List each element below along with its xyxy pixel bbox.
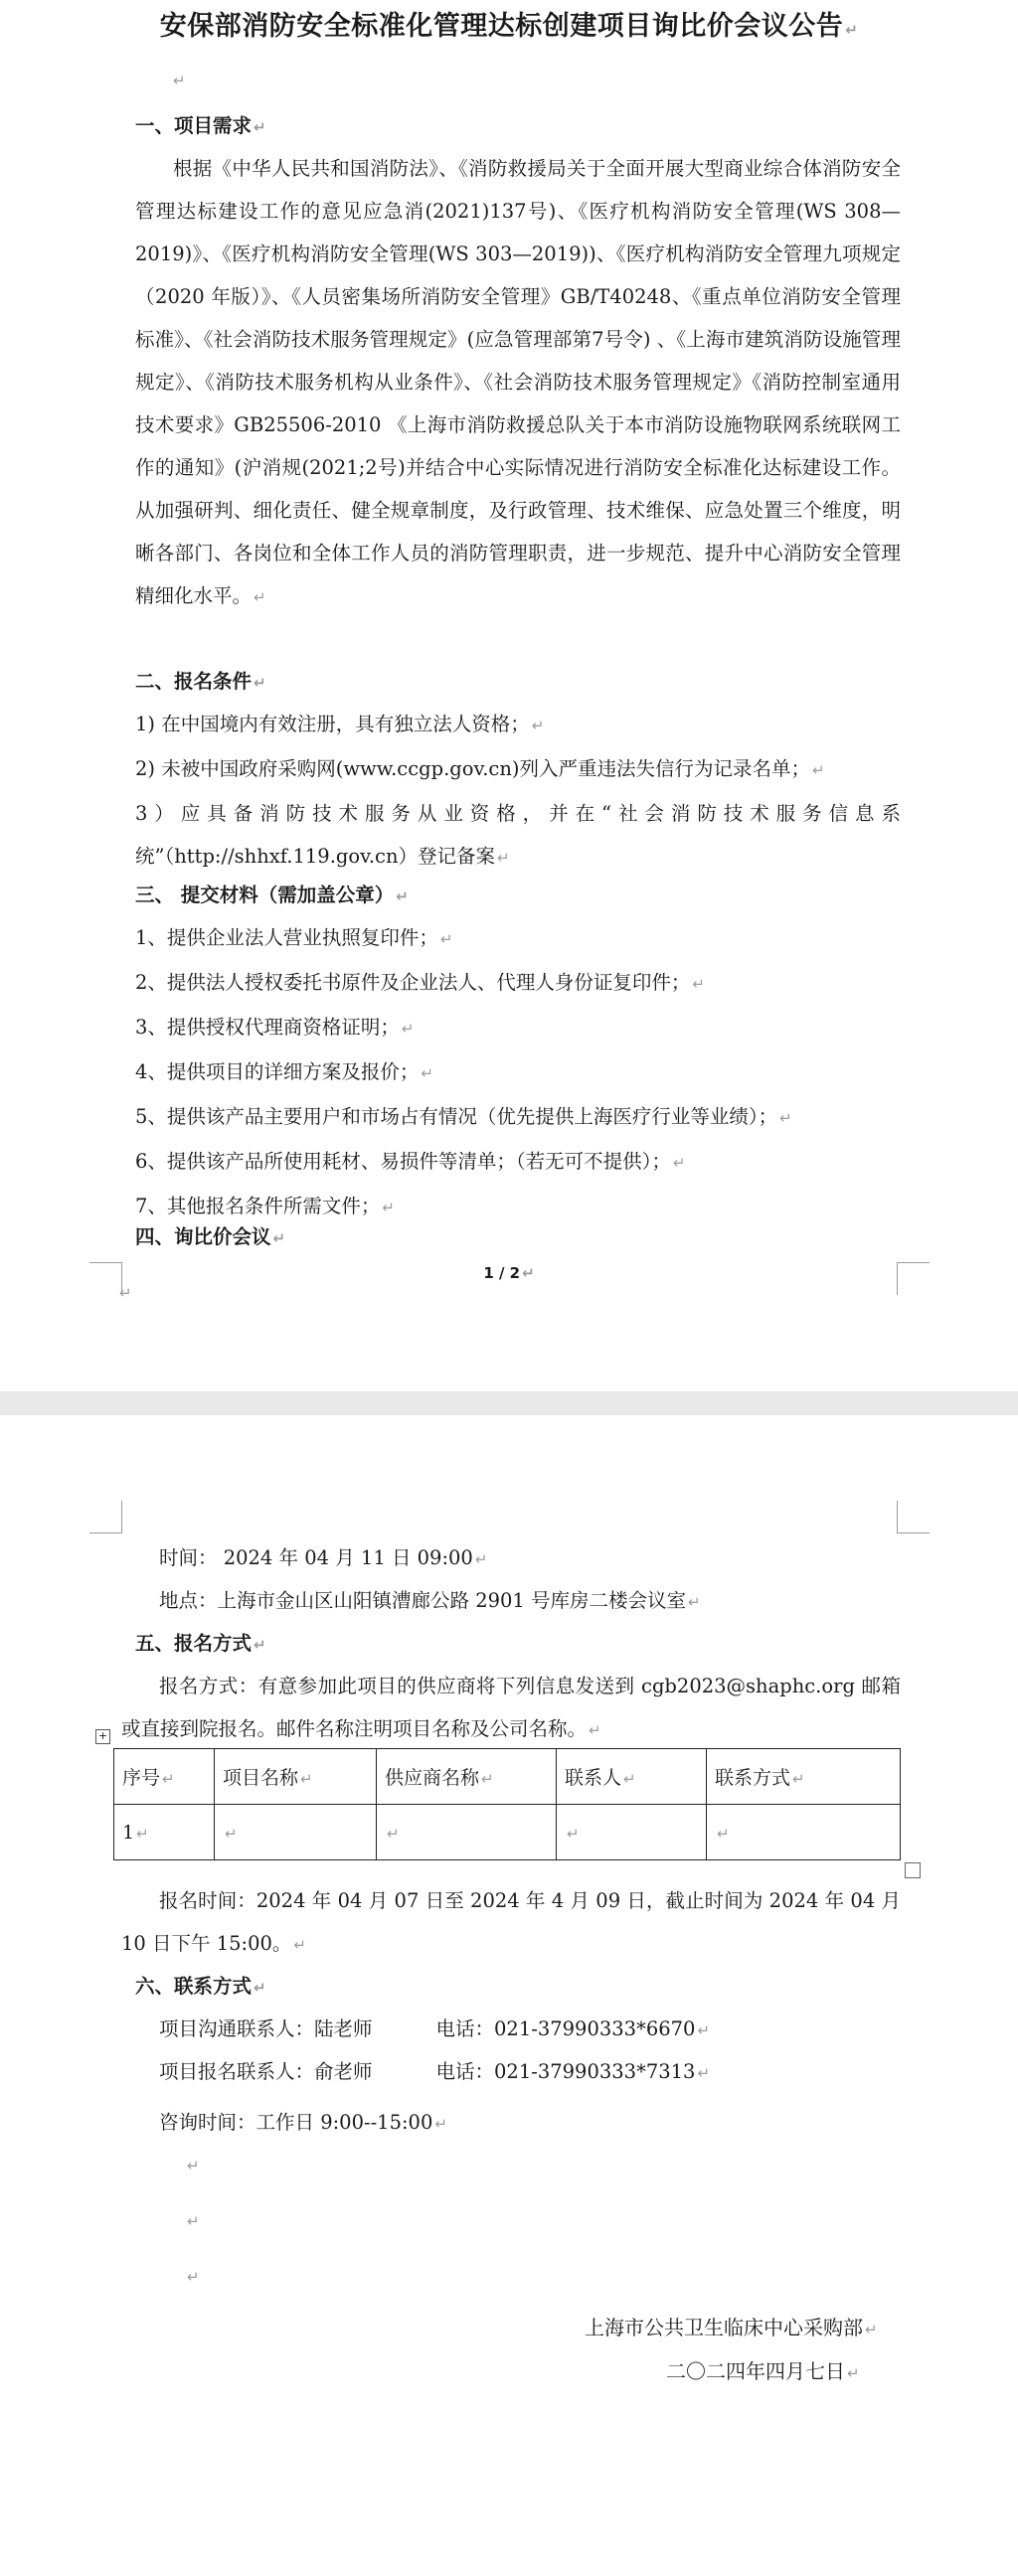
table-header-cell: 联系人 ↵ [557, 1749, 707, 1805]
section-5-body: 报名方式：有意参加此项目的供应商将下列信息发送到 cgb2023@shaphc.org 邮箱或直接到院报名。邮件名称注明项目名称及公司名称。 ↵ [121, 1675, 901, 1740]
table-cell[interactable]: 1 ↵ [114, 1805, 215, 1860]
list-item: 6、提供该产品所使用耗材、易损件等清单；（若无可不提供）； ↵ [135, 1150, 686, 1173]
section-6-heading: 六、联系方式 ↵ [135, 1975, 266, 1998]
contact-phone: 电话：021-37990333*7313 [435, 2060, 696, 2083]
list-item: 1) 在中国境内有效注册，具有独立法人资格； ↵ [135, 713, 545, 735]
blank-line: ↵ [173, 72, 186, 89]
list-item: 3）应具备消防技术服务从业资格，并在“社会消防技术服务信息系统”（http://shhxf.119.gov.cn）登记备案 ↵ [135, 802, 901, 868]
crop-mark [897, 1501, 930, 1533]
table-row [114, 1805, 901, 1860]
section-5-deadline: 报名时间：2024 年 04 月 07 日至 2024 年 4 月 09 日，截止时间为 2024 年 04 月 10 日下午 15:00。 ↵ [121, 1889, 901, 1955]
section-4-heading: 四、询比价会议 ↵ [135, 1225, 286, 1248]
section-1-heading: 一、项目需求 ↵ [135, 114, 266, 137]
signature-date: 二〇二四年四月七日 ↵ [666, 2359, 860, 2383]
page-footer: 1 / 2 ↵ [483, 1264, 535, 1282]
contact-1: 项目沟通联系人：陆老师 电话：021-37990333*6670 ↵ [159, 2017, 711, 2040]
list-item: 2、提供法人授权委托书原件及企业法人、代理人身份证复印件； ↵ [135, 971, 705, 994]
section-2-list [135, 703, 901, 880]
document-title: 安保部消防安全标准化管理达标创建项目询比价会议公告 ↵ [159, 11, 859, 42]
paragraph-mark: ↵ [187, 2157, 200, 2174]
page-gap [0, 1391, 1018, 1415]
section-3-list [135, 916, 901, 1229]
table-move-handle[interactable]: + [95, 1729, 110, 1744]
paragraph-mark: ↵ [187, 2212, 200, 2230]
table-cell[interactable]: ↵ [707, 1805, 901, 1860]
list-item: 1、提供企业法人营业执照复印件； ↵ [135, 926, 453, 949]
list-item: 7、其他报名条件所需文件； ↵ [135, 1195, 395, 1217]
list-item: 2) 未被中国政府采购网(www.ccgp.gov.cn)列入严重违法失信行为记录名单； ↵ [135, 757, 825, 780]
table-cell[interactable]: ↵ [377, 1805, 557, 1860]
contact-role: 项目报名联系人：俞老师 [159, 2060, 373, 2083]
table-header-cell: 项目名称 ↵ [215, 1749, 377, 1805]
paragraph-mark: ↵ [119, 1284, 132, 1302]
section-1-body: 根据《中华人民共和国消防法》、《消防救援局关于全面开展大型商业综合体消防安全管理达标建设工作的意见应急消(2021)137号)、《医疗机构消防安全管理(WS 308—2019)》、《医疗机构消防安全管理(WS 303—2019))、《医疗机构消防安全管理九项规定（2020 年版）》、《人员密集场所消防安全管理》GB/T40248、《重点单位消防安全管理标准》、《社会消防技术服务管理规定》(应急管理部第7号令) 、《上海市建筑消防设施管理规定》、《消防技术服务机构从业条件》、《社会消防技术服务管理规定》《消防控制室通用技术要求》GB25506-2010 《上海市消防救援总队关于本市消防设施物联网系统联网工作的通知》(沪消规(2021;2号)并结合中心实际情况进行消防安全标准化达标建设工作。从加强研判、细化责任、健全规章制度，及行政管理、技术维保、应急处置三个维度，明晰各部门、各岗位和全体工作人员的消防管理职责，进一步规范、提升中心消防安全管理精细化水平。 ↵ [135, 157, 901, 607]
contact-role: 项目沟通联系人：陆老师 [159, 2017, 373, 2040]
meeting-place: 地点：上海市金山区山阳镇漕廊公路 2901 号库房二楼会议室 ↵ [159, 1589, 701, 1612]
table-header-row [114, 1749, 901, 1805]
section-5-heading: 五、报名方式 ↵ [135, 1632, 266, 1655]
list-item: 4、提供项目的详细方案及报价； ↵ [135, 1060, 433, 1083]
consult-time: 咨询时间：工作日 9:00--15:00 ↵ [159, 2111, 447, 2134]
meeting-time: 时间： 2024 年 04 月 11 日 09:00 ↵ [159, 1546, 488, 1569]
registration-table [113, 1748, 901, 1860]
contact-phone: 电话：021-37990333*6670 [435, 2017, 696, 2040]
section-2-heading: 二、报名条件 ↵ [135, 670, 266, 693]
table-header-cell: 序号 ↵ [114, 1749, 215, 1805]
table-resize-handle[interactable] [905, 1862, 921, 1878]
table-header-cell: 联系方式 ↵ [707, 1749, 901, 1805]
crop-mark [89, 1501, 122, 1533]
list-item: 3、提供授权代理商资格证明； ↵ [135, 1016, 415, 1039]
paragraph-mark: ↵ [187, 2268, 200, 2286]
list-item: 5、提供该产品主要用户和市场占有情况（优先提供上海医疗行业等业绩）； ↵ [135, 1105, 792, 1128]
table-header-cell: 供应商名称 ↵ [377, 1749, 557, 1805]
table-cell[interactable]: ↵ [215, 1805, 377, 1860]
section-3-heading: 三、 提交材料（需加盖公章） ↵ [135, 884, 409, 906]
contact-2: 项目报名联系人：俞老师 电话：021-37990333*7313 ↵ [159, 2060, 711, 2083]
signature-org: 上海市公共卫生临床中心采购部 ↵ [585, 2316, 878, 2339]
table-cell[interactable]: ↵ [557, 1805, 707, 1860]
